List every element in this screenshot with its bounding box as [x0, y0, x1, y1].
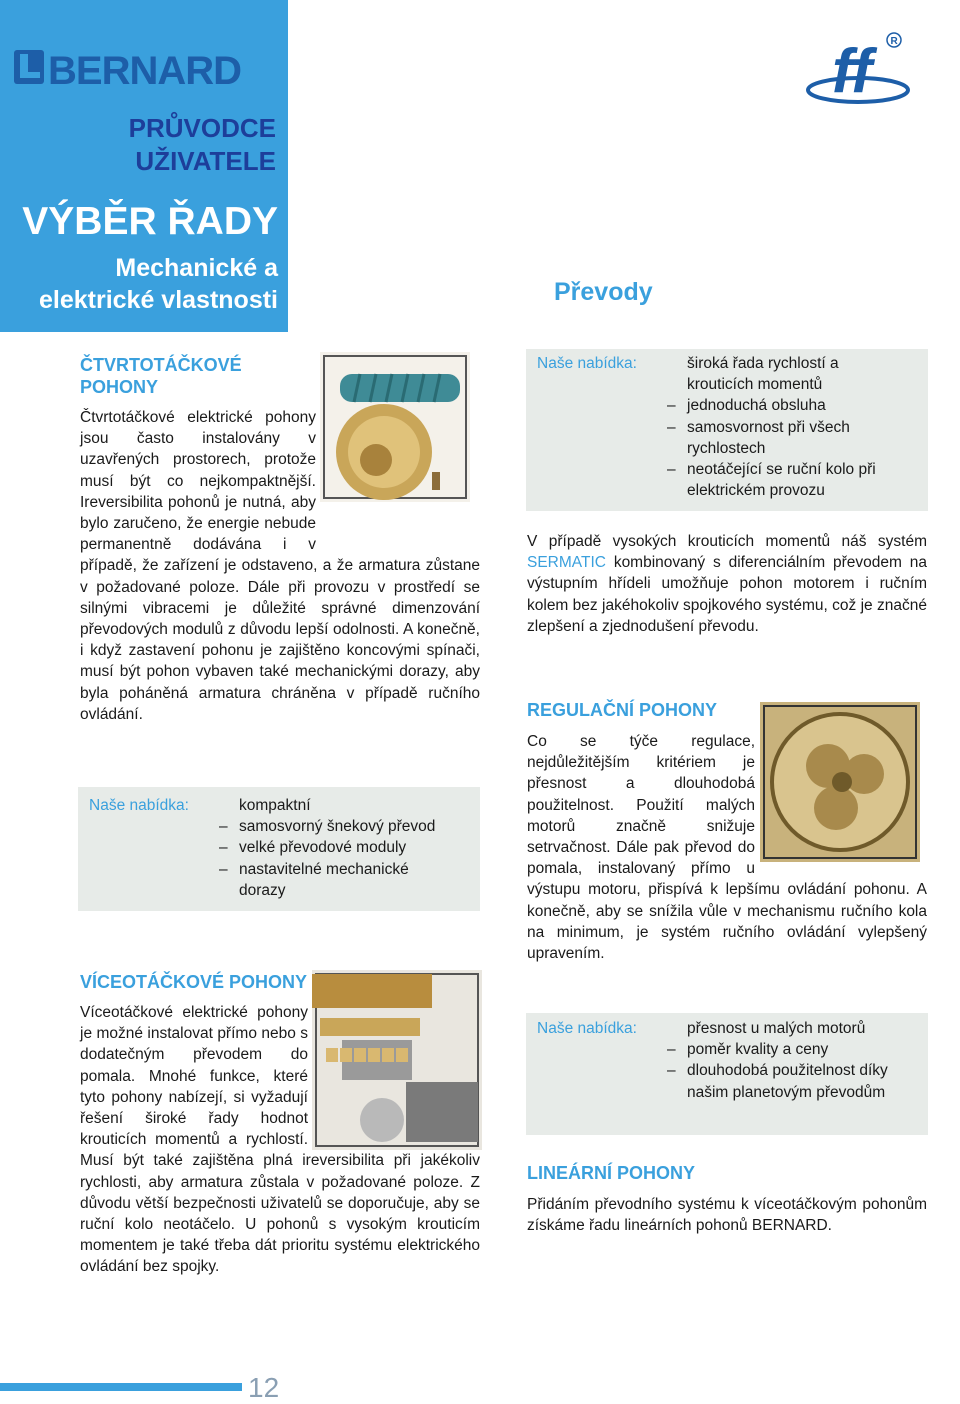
heading-multi-turn: VÍCEOTÁČKOVÉ POHONY [80, 972, 308, 992]
quarter-turn-paragraph [80, 407, 480, 725]
offer-label: Naše nabídka: [89, 797, 189, 814]
image-spacer [755, 731, 927, 865]
offer-item: – samosvornost při všech rychlostech [667, 417, 907, 459]
heading-linear: LINEÁRNÍ POHONY [527, 1163, 696, 1183]
image-spacer [308, 1002, 480, 1148]
offer-label: Naše nabídka: [537, 1020, 637, 1037]
offer-item: přesnost u malých motorů [687, 1020, 866, 1037]
bernard-logo [14, 46, 276, 100]
heading-regulation: REGULAČNÍ POHONY [527, 700, 718, 720]
offer-item: – samosvorný šnekový převod [219, 816, 459, 837]
quarter-turn-text [80, 407, 480, 725]
page-number: 12 [248, 1372, 280, 1403]
sermatic-before: V případě vysokých krouticích momentů náš systém [527, 533, 927, 550]
heading-quarter-turn: ČTVRTOTÁČKOVÉ POHONY [80, 355, 242, 397]
ff-logo [802, 26, 932, 112]
svg-text:R: R [890, 36, 898, 47]
regulation-body: Co se týče regulace, nejdůležitějším kritériem je přesnost a dlouhodobá použitelnost. Použití malých motorů značně snižuje setrvačnost. Dále pak převod do pomala, instalovaný přímo u výstupu motoru, přispívá k lepšímu ovládání pohonu. A konečně, aby se snížila vůle v mechanismu ručního kola na minimum, je systém ručního ovládání vylepšený upravením. [527, 733, 927, 963]
main-title: VÝBĚR ŘADY [22, 200, 278, 243]
multi-turn-body: Víceotáčkové elektrické pohony je možné instalovat přímo nebo s dodatečným převodem do pomala. Mnohé funkce, které tyto pohony nabízejí, si vyžadují řešení široké řady hodnot krouticích momentů a rychlostí. Musí být také zajištěna plná ireversibilita při jakékoliv rychlosti, aby armatura zůstala v požadované poloze. Z důvodu větší bezpečnosti uživatelů se doporučuje, aby se ruční kolo neotáčelo. U pohonů s vysokým krouticím momentem je také třeba dát prioritu systému elektrického ovládání bez spojky. [80, 1004, 480, 1276]
sermatic-highlight: SERMATIC [527, 554, 606, 572]
regulation-text [527, 731, 927, 964]
offer-box-gearing [526, 349, 928, 511]
offer-label: Naše nabídka: [537, 355, 637, 372]
offer-item: – velké převodové moduly [219, 837, 459, 858]
sermatic-text [527, 531, 927, 637]
offer-item: – nastavitelné mechanické dorazy [219, 859, 459, 901]
offer-box-regulation [526, 1013, 928, 1135]
guide-title: PRŮVODCE UŽIVATELE [128, 113, 276, 176]
brand-text: BERNARD [48, 49, 241, 90]
offer-item: široká řada rychlostí a krouticích momentů [687, 355, 839, 394]
image-spacer [316, 407, 480, 535]
sermatic-after: kombinovaný s diferenciálním převodem na výstupním hřídeli umožňuje pohon motorem i ručním kolem bez jakéhokoliv spojkového systému, což je značné zlepšení a zjednodušení převodu. [527, 554, 927, 635]
offer-item: – neotáčející se ruční kolo při elektrickém provozu [667, 459, 907, 501]
svg-text:ff: ff [832, 37, 873, 106]
offer-box-quarter-turn [78, 787, 480, 911]
offer-list-regulation [667, 1018, 897, 1103]
offer-item: – poměr kvality a ceny [667, 1039, 897, 1060]
offer-item: – jednoduchá obsluha [667, 395, 907, 416]
bernard-logo-mark [14, 46, 276, 90]
subtitle: Mechanické a elektrické vlastnosti [38, 254, 278, 314]
multi-turn-paragraph [80, 1002, 480, 1278]
page-number-bar [0, 1383, 242, 1391]
offer-item: – dlouhodobá použitelnost díky našim planetovým převodům [667, 1060, 897, 1102]
multi-turn-text [80, 1002, 480, 1278]
linear-text: Přidáním převodního systému k víceotáčkovým pohonům získáme řadu lineárních pohonů BERNARD. [527, 1196, 927, 1235]
offer-list-gearing [667, 353, 907, 501]
offer-item: kompaktní [239, 797, 311, 814]
quarter-turn-body: Čtvrtotáčkové elektrické pohony jsou často instalovány v uzavřených prostorech, protože musí být co nejkompaktnější. Ireversibilita pohonů je nutná, aby bylo zaručeno, že energie nebude permanentně dodávána i v případě, že zařízení je odstaveno, a že armatura zůstane v požadované poloze. Dále při provozu v prostředí se silnými vibracemi je důležité správné dimenzování převodových modulů z důvodu lepší odolnosti. A konečně, i když zastavení pohonu je zajištěno koncovými spínači, musí být pohon vybaven také mechanickými dorazy, aby byla poháněná armatura chráněna v případě ručního ovládání. [80, 409, 480, 723]
section-title-prevody: Převody [554, 278, 653, 306]
offer-list-quarter-turn [219, 795, 459, 901]
